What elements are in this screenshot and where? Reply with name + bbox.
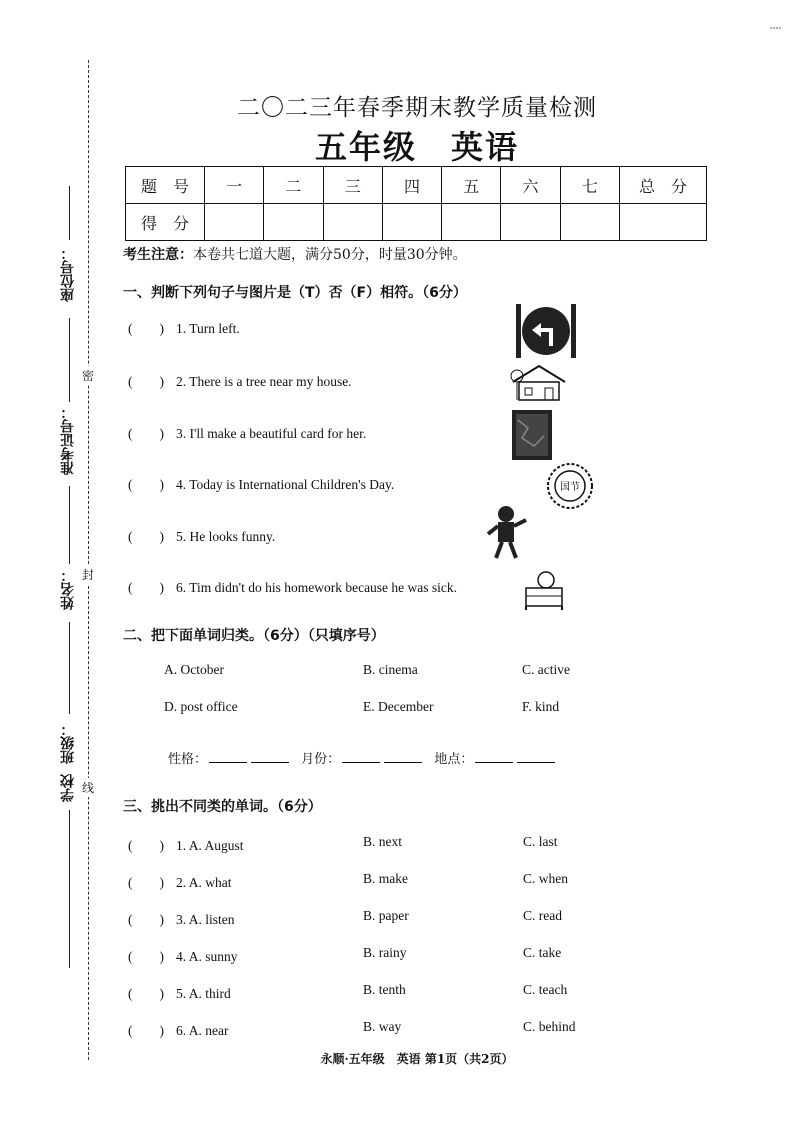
s1-question-4 xyxy=(128,473,394,493)
score-cell[interactable] xyxy=(501,204,560,241)
question-text: 1. Turn left. xyxy=(176,321,240,336)
score-table-header-row xyxy=(126,167,707,204)
answer-paren[interactable]: ( ) xyxy=(128,321,164,336)
option-a: 3. A. listen xyxy=(176,912,235,927)
score-header-cell: 总 分 xyxy=(620,167,707,204)
question-text: 4. Today is International Children's Day. xyxy=(176,477,395,492)
s1-question-5 xyxy=(128,525,275,545)
score-header-cell: 五 xyxy=(442,167,501,204)
sick-boy-in-bed-icon xyxy=(522,566,566,610)
option-a: 5. A. third xyxy=(176,986,231,1001)
exam-title: 二〇二三年春季期末教学质量检测 xyxy=(237,95,597,121)
seat-line xyxy=(69,186,70,240)
option-a: 6. A. near xyxy=(176,1023,229,1038)
exam-notice xyxy=(123,244,467,264)
category-place-label: 地点： xyxy=(434,752,474,767)
s3-question-1 xyxy=(128,834,244,854)
answer-blank[interactable] xyxy=(251,762,289,763)
score-cell[interactable] xyxy=(560,204,619,241)
s1-question-3 xyxy=(128,422,366,442)
s2-option-f: F. kind xyxy=(522,699,560,714)
seal-char-mi: 密 xyxy=(82,366,94,385)
s2-option-b: B. cinema xyxy=(363,662,418,677)
funny-boy-icon xyxy=(482,502,532,562)
score-cell[interactable] xyxy=(205,204,264,241)
notice-text: 本卷共七道大题，满分50分，时量30分钟。 xyxy=(193,247,467,263)
s3-q3-option-c: C. read xyxy=(523,908,562,923)
s2-option-d: D. post office xyxy=(164,699,238,714)
section3-heading: 三、挑出不同类的单词。（6分） xyxy=(123,799,322,815)
notice-label: 考生注意： xyxy=(123,247,193,263)
score-header-cell: 一 xyxy=(205,167,264,204)
s3-q1-option-c: C. last xyxy=(523,834,558,849)
answer-paren[interactable]: ( ) xyxy=(128,580,164,595)
score-header-cell: 三 xyxy=(323,167,382,204)
score-header-cell: 七 xyxy=(560,167,619,204)
childrens-day-badge-icon xyxy=(546,462,594,510)
score-table-score-row xyxy=(126,204,707,241)
question-text: 2. There is a tree near my house. xyxy=(176,374,352,389)
score-header-cell: 二 xyxy=(264,167,323,204)
s1-question-1 xyxy=(128,317,240,337)
option-a: 2. A. what xyxy=(176,875,232,890)
exam-no-label: 准考证号： xyxy=(60,405,76,475)
name-label: 姓名： xyxy=(60,568,76,610)
question-text: 3. I'll make a beautiful card for her. xyxy=(176,426,367,441)
s1-question-6 xyxy=(128,576,457,596)
s3-question-3 xyxy=(128,908,235,928)
answer-paren[interactable]: ( ) xyxy=(128,477,164,492)
s3-q1-option-b: B. next xyxy=(363,834,402,849)
s2-option-c: C. active xyxy=(522,662,570,677)
answer-blank[interactable] xyxy=(342,762,380,763)
category-month-label: 月份： xyxy=(301,752,341,767)
s2-category-row xyxy=(168,748,557,767)
class-label: 班级： xyxy=(60,722,76,764)
s3-q6-option-b: B. way xyxy=(363,1019,402,1034)
s2-option-a: A. October xyxy=(164,662,224,677)
s3-question-4 xyxy=(128,945,238,965)
section2-heading: 二、把下面单词归类。（6分）（只填序号） xyxy=(123,628,385,644)
scan-marks xyxy=(770,14,782,20)
score-header-cell: 六 xyxy=(501,167,560,204)
section1-heading: 一、判断下列句子与图片是（T）否（F）相符。（6分） xyxy=(123,285,467,301)
badge-text: 国节 xyxy=(560,482,580,493)
s2-option-e: E. December xyxy=(363,699,434,714)
answer-paren[interactable]: ( ) xyxy=(128,949,164,964)
school-line xyxy=(69,810,70,968)
answer-paren[interactable]: ( ) xyxy=(128,838,164,853)
exam-subject: 五年级 英语 xyxy=(314,128,519,166)
answer-paren[interactable]: ( ) xyxy=(128,529,164,544)
house-with-tree-icon xyxy=(509,362,569,402)
answer-blank[interactable] xyxy=(517,762,555,763)
s3-question-5 xyxy=(128,982,231,1002)
answer-paren[interactable]: ( ) xyxy=(128,1023,164,1038)
score-header-cell: 四 xyxy=(382,167,441,204)
answer-blank[interactable] xyxy=(209,762,247,763)
answer-paren[interactable]: ( ) xyxy=(128,374,164,389)
exam-no-line xyxy=(69,318,70,402)
class-line xyxy=(69,622,70,714)
score-cell[interactable] xyxy=(323,204,382,241)
seal-char-xian: 线 xyxy=(82,778,94,797)
school-label: 学校 xyxy=(60,774,76,802)
s3-q2-option-c: C. when xyxy=(523,871,568,886)
card-icon xyxy=(510,408,554,462)
s3-q6-option-c: C. behind xyxy=(523,1019,576,1034)
seal-char-feng: 封 xyxy=(82,565,94,584)
answer-paren[interactable]: ( ) xyxy=(128,912,164,927)
answer-paren[interactable]: ( ) xyxy=(128,875,164,890)
s3-q2-option-b: B. make xyxy=(363,871,408,886)
answer-paren[interactable]: ( ) xyxy=(128,426,164,441)
s3-q3-option-b: B. paper xyxy=(363,908,409,923)
score-cell[interactable] xyxy=(264,204,323,241)
score-cell[interactable] xyxy=(442,204,501,241)
question-text: 6. Tim didn't do his homework because he was sick. xyxy=(176,580,458,595)
name-line xyxy=(69,486,70,564)
answer-blank[interactable] xyxy=(475,762,513,763)
s3-q4-option-c: C. take xyxy=(523,945,562,960)
answer-blank[interactable] xyxy=(384,762,422,763)
binding-dashed-line xyxy=(88,60,89,1060)
question-text: 5. He looks funny. xyxy=(176,529,276,544)
s3-q5-option-c: C. teach xyxy=(523,982,568,997)
seat-label: 座位号： xyxy=(60,246,76,302)
s3-q4-option-b: B. rainy xyxy=(363,945,407,960)
score-cell[interactable] xyxy=(620,204,707,241)
s3-question-6 xyxy=(128,1019,228,1039)
score-table xyxy=(125,166,707,241)
s1-question-2 xyxy=(128,370,352,390)
s3-q5-option-b: B. tenth xyxy=(363,982,406,997)
score-header-cell: 题 号 xyxy=(126,167,205,204)
option-a: 1. A. August xyxy=(176,838,244,853)
s3-question-2 xyxy=(128,871,232,891)
page-footer: 永顺·五年级 英语 第1页（共2页） xyxy=(320,1052,514,1066)
turn-left-sign-icon xyxy=(513,302,579,360)
score-row-label: 得 分 xyxy=(126,204,205,241)
category-personality-label: 性格： xyxy=(168,752,208,767)
answer-paren[interactable]: ( ) xyxy=(128,986,164,1001)
score-cell[interactable] xyxy=(382,204,441,241)
option-a: 4. A. sunny xyxy=(176,949,238,964)
